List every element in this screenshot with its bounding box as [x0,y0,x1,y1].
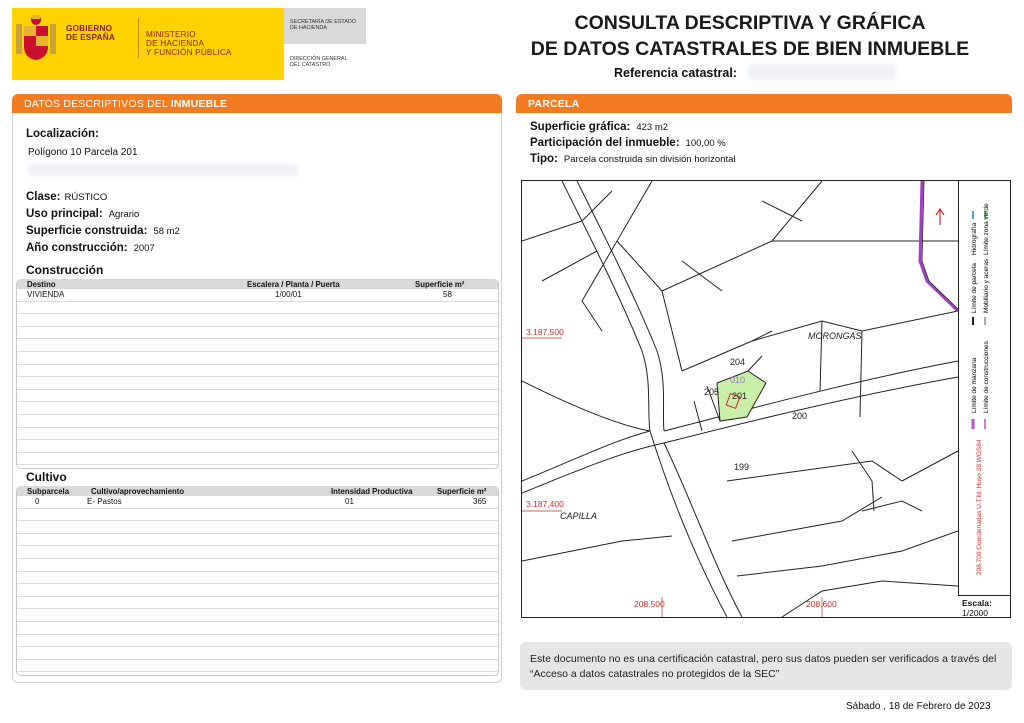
table-row-empty [17,647,498,660]
participacion-field: Participación del inmueble: 100,00 % [530,137,726,149]
parcela-panel-header: PARCELA [516,94,1012,113]
parcel-label-199: 199 [734,462,750,472]
north-arrow-icon [936,209,944,225]
table-row-empty [17,660,498,673]
coord-x1-label: 208.500 [634,599,665,609]
address-redacted [28,164,298,176]
table-row: VIVIENDA 1/00/01 58 [17,289,498,302]
table-row-empty [17,546,498,559]
construccion-table [16,279,499,469]
map-legend [959,181,1011,595]
table-row-empty [17,609,498,622]
table-row-empty [17,622,498,635]
uso-field: Uso principal: Agrario [26,208,140,220]
coat-of-arms-icon [12,14,60,64]
legend-limite-manzana: Límite de manzana [971,357,978,413]
gobierno-text: GOBIERNO DE ESPAÑA [66,24,115,42]
document-date: Sábado , 18 de Febrero de 2023 [846,701,991,712]
legend-zona-verde: Límite zona verde [983,203,990,255]
localizacion-label: Localización: [26,128,99,140]
table-row-empty [17,377,498,390]
parcel-label-201: 201 [732,391,748,401]
cadastral-map [521,180,1011,618]
table-row-empty [17,390,498,403]
scale-box [958,595,1010,617]
table-row-empty [17,584,498,597]
legend-hidrografia: Hidrografía [971,222,978,255]
table-row-empty [17,402,498,415]
table-row-empty [17,559,498,572]
table-row-empty [17,365,498,378]
coord-x2-label: 208.600 [806,599,837,609]
table-row-empty [17,302,498,315]
table-row-empty [17,572,498,585]
anio-field: Año construcción: 2007 [26,242,155,254]
table-row-empty [17,534,498,547]
superficie-field: Superficie construida: 58 m2 [26,225,180,237]
page-title: CONSULTA DESCRIPTIVA Y GRÁFICA DE DATOS CATASTRALES DE BIEN INMUEBLE [530,12,970,60]
table-row-empty [17,428,498,441]
table-row-empty [17,635,498,648]
table-row-empty [17,327,498,340]
direccion-text: DIRECCIÓN GENERAL DEL CATASTRO [290,56,348,69]
secretaria-text: SECRETARÍA DE ESTADO DE HACIENDA [290,19,356,32]
map-drawing [522,181,958,617]
parcel-label-200: 200 [792,411,808,421]
hydrography-line [920,181,958,311]
referencia-redacted [748,64,896,80]
legend-limite-parcela: Límite de parcela [971,263,978,313]
construccion-table-header: Destino Escalera / Planta / Puerta Superficie m² [17,279,498,289]
ministerio-text: MINISTERIO DE HACIENDA Y FUNCIÓN PÚBLICA [146,30,232,58]
parcel-label-204: 204 [730,357,746,367]
table-row-empty [17,415,498,428]
disclaimer-notice: Este documento no es una certificación catastral, pero sus datos pueden ser verificados a través del “Acceso a datos catastrales no protegidos de la SEC” [520,642,1012,690]
parcel-label-205: 205 [704,387,720,397]
tipo-field: Tipo: Parcela construida sin división horizontal [530,153,736,165]
table-row: 0 E- Pastos 01 365 [17,496,498,509]
inmueble-panel-header: DATOS DESCRIPTIVOS DEL INMUEBLE [12,94,502,113]
table-row-empty [17,440,498,453]
localizacion-value: Polígono 10 Parcela 201 [28,147,138,158]
cultivo-table-header: Subparcela Cultivo/aprovechamiento Intensidad Productiva Superficie m² [17,486,498,496]
table-row-empty [17,453,498,466]
cultivo-table [16,486,499,676]
table-row-empty [17,521,498,534]
scale-label: Escala: [962,598,992,608]
referencia-label: Referencia catastral: [614,66,737,80]
cultivo-title: Cultivo [26,470,67,484]
table-row-empty [17,509,498,522]
coord-y1-label: 3.187.500 [526,327,564,337]
place-capilla: CAPILLA [560,511,598,521]
utm-coordinates-note: 208,700 Coordenadas U.T.M. Huso 28 WGS84 [976,439,983,575]
coord-y2-label: 3.187.400 [526,499,564,509]
banner-divider [138,18,139,58]
table-row-empty [17,597,498,610]
table-row-empty [17,339,498,352]
table-row-empty [17,352,498,365]
sup-grafica-field: Superficie gráfica: 423 m2 [530,121,669,133]
construccion-title: Construcción [26,263,104,277]
table-row-empty [17,314,498,327]
polygon-label-010: 010 [730,375,746,385]
place-morongas: MORONGAS [808,331,862,341]
legend-mobiliario: Mobiliario y aceras [983,258,990,313]
scale-value: 1/2000 [962,608,988,618]
legend-limite-construcciones: Límite de construcciones [983,341,990,413]
clase-field: Clase: RÚSTICO [26,191,108,203]
